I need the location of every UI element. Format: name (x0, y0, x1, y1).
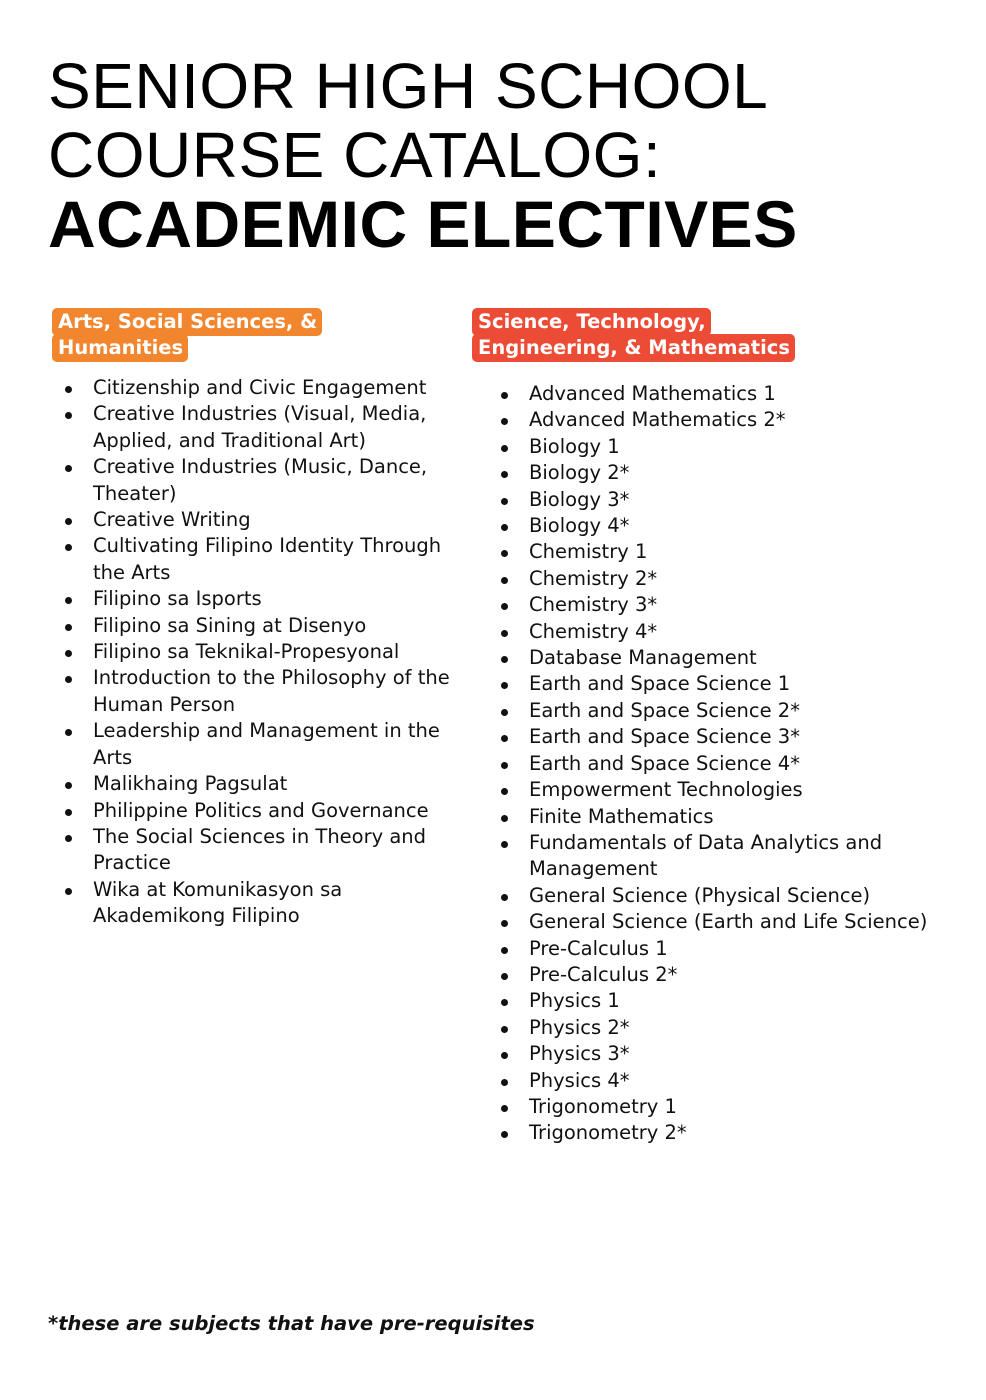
course-name: General Science (Earth and Life Science) (529, 910, 928, 934)
course-name: Physics 4* (529, 1068, 630, 1092)
course-name: Biology 3* (529, 487, 630, 511)
course-item (52, 639, 467, 665)
page-title (48, 52, 798, 259)
bullet-icon (501, 630, 508, 637)
course-name: Pre-Calculus 2* (529, 962, 678, 986)
arts-heading-line-2: Humanities (52, 334, 188, 362)
arts-column (52, 308, 467, 930)
course-name: Physics 3* (529, 1042, 630, 1066)
course-item (488, 751, 942, 777)
bullet-icon (65, 624, 72, 631)
course-item (488, 804, 942, 830)
bullet-icon (65, 650, 72, 657)
bullet-icon (501, 894, 508, 901)
bullet-icon (501, 656, 508, 663)
course-item (52, 665, 467, 718)
course-name: Cultivating Filipino Identity Through the Arts (93, 534, 442, 584)
stem-column (472, 308, 942, 1147)
course-item (488, 1120, 942, 1146)
bullet-icon (501, 392, 508, 399)
course-item (488, 566, 942, 592)
course-name: Biology 1 (529, 434, 620, 458)
course-name: Advanced Mathematics 1 (529, 382, 776, 405)
bullet-icon (65, 412, 72, 419)
course-name: Creative Industries (Music, Dance, Theater) (93, 455, 428, 505)
stem-heading-line-2: Engineering, & Mathematics (472, 334, 795, 362)
bullet-icon (501, 735, 508, 742)
course-name: The Social Sciences in Theory and Practice (93, 824, 427, 875)
course-item (52, 798, 467, 824)
course-name: Earth and Space Science 1 (529, 672, 791, 696)
course-item (488, 671, 942, 697)
bullet-icon (65, 386, 72, 393)
course-name: Philippine Politics and Governance (93, 798, 429, 822)
arts-heading-line-1: Arts, Social Sciences, & (52, 308, 322, 336)
course-item (52, 613, 467, 639)
footnote: *these are subjects that have pre-requisites (48, 1312, 535, 1335)
course-item (488, 883, 942, 909)
course-name: Physics 1 (529, 989, 620, 1013)
bullet-icon (501, 524, 508, 531)
course-name: Advanced Mathematics 2* (529, 408, 786, 432)
course-name: Introduction to the Philosophy of the Human Person (93, 666, 450, 716)
bullet-icon (501, 973, 508, 980)
course-item (488, 1094, 942, 1120)
course-name: Earth and Space Science 3* (529, 725, 800, 749)
course-item (488, 407, 942, 433)
bullet-icon (501, 709, 508, 716)
course-item (52, 824, 467, 877)
course-item (52, 586, 467, 612)
course-name: Database Management (529, 646, 757, 670)
course-name: Chemistry 1 (529, 540, 648, 564)
title-line-3: ACADEMIC ELECTIVES (48, 187, 798, 261)
bullet-icon (501, 1079, 508, 1086)
course-name: General Science (Physical Science) (529, 883, 871, 907)
course-item (488, 1068, 942, 1094)
bullet-icon (501, 1052, 508, 1059)
course-item (488, 539, 942, 565)
bullet-icon (65, 729, 72, 736)
bullet-icon (501, 498, 508, 505)
course-name: Malikhaing Pagsulat (93, 772, 288, 796)
arts-course-list (52, 375, 467, 930)
bullet-icon (501, 788, 508, 795)
course-item (52, 771, 467, 797)
course-item (488, 724, 942, 750)
title-line-2: COURSE CATALOG: (48, 119, 662, 191)
course-name: Leadership and Management in the Arts (93, 719, 440, 769)
course-item (488, 1015, 942, 1041)
course-item (52, 877, 467, 930)
bullet-icon (501, 815, 508, 822)
course-name: Finite Mathematics (529, 804, 714, 828)
course-item (488, 381, 942, 407)
course-item (488, 460, 942, 486)
bullet-icon (501, 947, 508, 954)
course-name: Citizenship and Civic Engagement (93, 376, 427, 399)
course-name: Fundamentals of Data Analytics and Management (529, 830, 883, 881)
course-name: Trigonometry 2* (529, 1121, 687, 1145)
course-item (488, 698, 942, 724)
course-name: Pre-Calculus 1 (529, 936, 668, 960)
course-item (52, 718, 467, 771)
course-item (488, 777, 942, 803)
bullet-icon (501, 1131, 508, 1138)
bullet-icon (501, 999, 508, 1006)
bullet-icon (65, 518, 72, 525)
course-item (488, 592, 942, 618)
arts-category-heading (52, 308, 322, 362)
course-name: Creative Writing (93, 508, 251, 532)
bullet-icon (65, 888, 72, 895)
course-item (488, 513, 942, 539)
course-name: Biology 4* (529, 514, 630, 538)
bullet-icon (501, 445, 508, 452)
bullet-icon (501, 682, 508, 689)
course-name: Filipino sa Sining at Disenyo (93, 613, 367, 637)
bullet-icon (65, 544, 72, 551)
bullet-icon (65, 809, 72, 816)
course-name: Biology 2* (529, 461, 630, 485)
course-name: Creative Industries (Visual, Media, Applied, and Traditional Art) (93, 402, 427, 452)
course-item (488, 434, 942, 460)
bullet-icon (501, 603, 508, 610)
course-name: Earth and Space Science 2* (529, 698, 800, 722)
bullet-icon (65, 465, 72, 472)
course-item (488, 962, 942, 988)
bullet-icon (501, 1105, 508, 1112)
course-item (52, 401, 467, 454)
course-name: Physics 2* (529, 1015, 630, 1039)
stem-category-heading (472, 308, 795, 362)
course-item (52, 454, 467, 507)
course-name: Wika at Komunikasyon sa Akademikong Filipino (93, 877, 343, 928)
course-item (488, 936, 942, 962)
course-name: Chemistry 4* (529, 619, 658, 643)
stem-heading-line-1: Science, Technology, (472, 308, 711, 336)
course-item (488, 645, 942, 671)
bullet-icon (65, 676, 72, 683)
bullet-icon (501, 550, 508, 557)
stem-course-list (488, 381, 942, 1147)
bullet-icon (501, 577, 508, 584)
course-item (488, 1041, 942, 1067)
bullet-icon (65, 835, 72, 842)
course-item (52, 507, 467, 533)
course-item (52, 375, 467, 401)
course-item (488, 988, 942, 1014)
course-name: Trigonometry 1 (529, 1094, 677, 1118)
bullet-icon (501, 471, 508, 478)
course-item (488, 619, 942, 645)
course-item (488, 487, 942, 513)
course-name: Filipino sa Isports (93, 587, 262, 611)
course-name: Filipino sa Teknikal-Propesyonal (93, 640, 400, 664)
course-name: Earth and Space Science 4* (529, 751, 800, 775)
course-name: Chemistry 3* (529, 593, 658, 617)
title-line-1: SENIOR HIGH SCHOOL (48, 50, 769, 122)
course-item (488, 830, 942, 883)
course-name: Chemistry 2* (529, 566, 658, 590)
bullet-icon (65, 782, 72, 789)
bullet-icon (501, 1026, 508, 1033)
bullet-icon (501, 920, 508, 927)
bullet-icon (501, 418, 508, 425)
course-item (52, 533, 467, 586)
course-name: Empowerment Technologies (529, 778, 803, 802)
bullet-icon (65, 597, 72, 604)
bullet-icon (501, 762, 508, 769)
course-item (488, 909, 942, 935)
bullet-icon (501, 841, 508, 848)
